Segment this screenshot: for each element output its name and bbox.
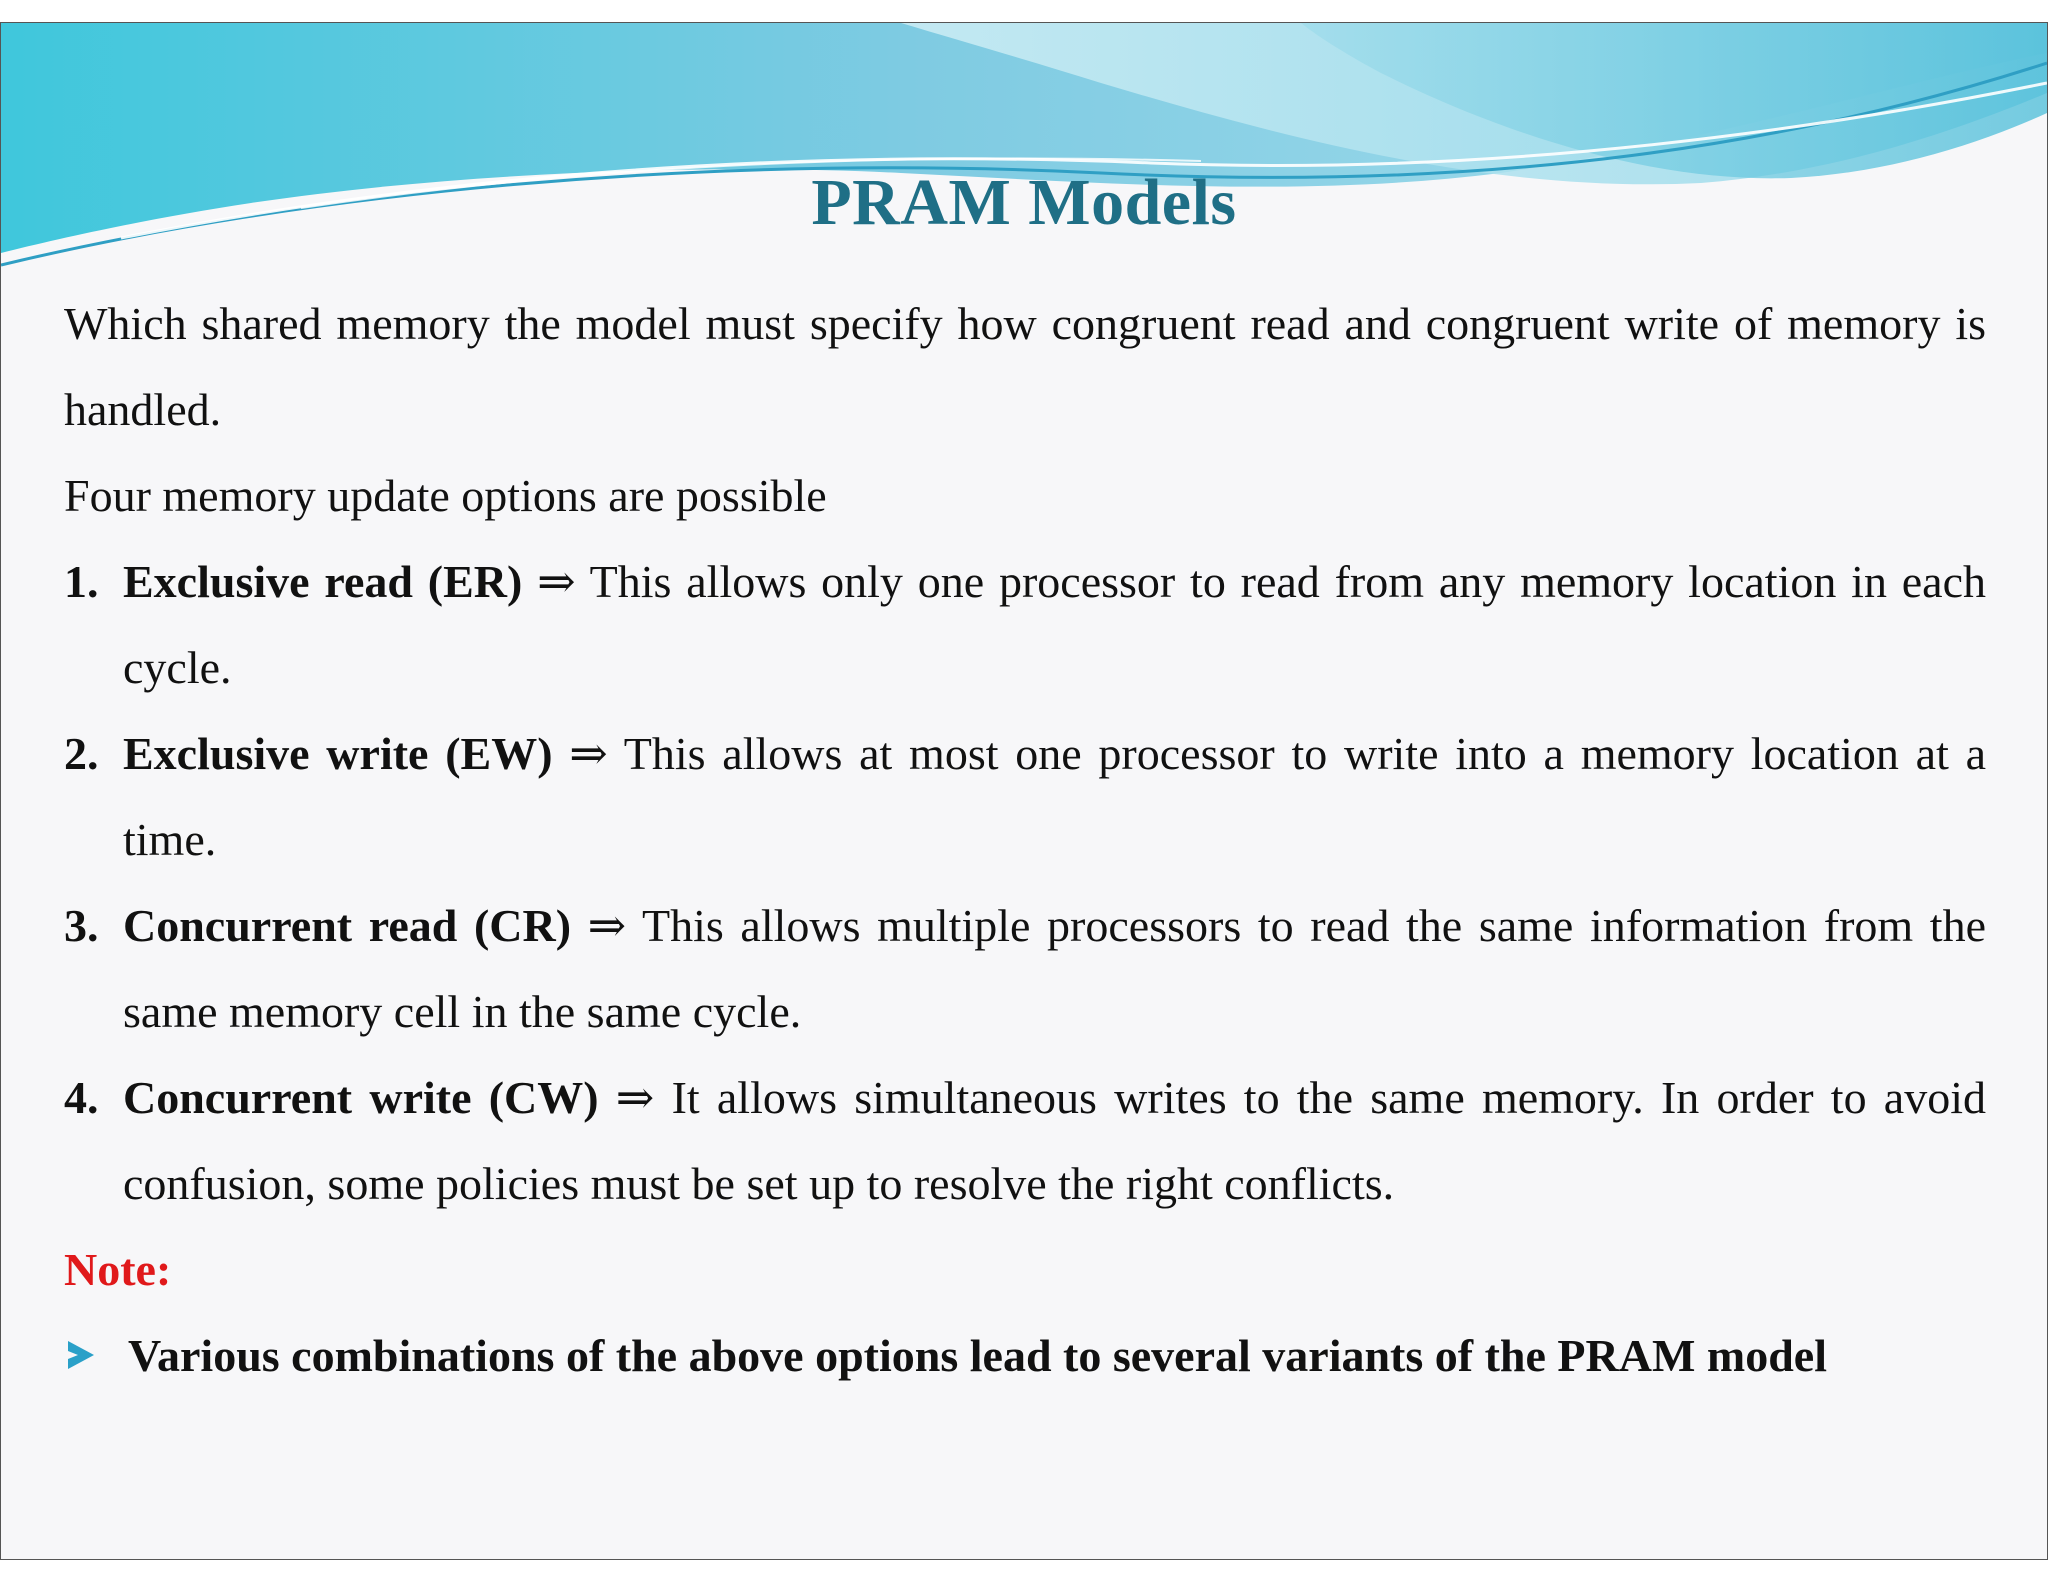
item-description: This allows at most one processor to write into a memory location at a time.	[123, 728, 1987, 865]
item-description: It allows simultaneous writes to the same memory. In order to avoid confusion, some policies must be set up to resolve the right conflicts.	[123, 1072, 1986, 1209]
item-description: This allows only one processor to read from any memory location in each cycle.	[123, 556, 1987, 693]
item-description: This allows multiple processors to read the same information from the same memory cell in the same cycle.	[123, 900, 1987, 1037]
item-number: 2.	[64, 728, 99, 779]
list-item	[64, 1055, 1986, 1227]
item-term: Concurrent write (CW)	[123, 1072, 599, 1123]
item-number: 4.	[64, 1072, 99, 1123]
slide-body	[64, 281, 1986, 1399]
list-item	[64, 883, 1986, 1055]
item-term: Exclusive read (ER)	[123, 556, 523, 607]
intro-paragraph: Which shared memory the model must specify how congruent read and congruent write of memory is handled.	[64, 298, 1986, 435]
implies-arrow: ⇒	[615, 1072, 655, 1123]
item-number: 1.	[64, 556, 99, 607]
item-term: Concurrent read (CR)	[123, 900, 572, 951]
implies-arrow: ⇒	[569, 728, 608, 779]
implies-arrow: ⇒	[537, 556, 576, 607]
item-number: 3.	[64, 900, 99, 951]
note-label: Note:	[64, 1244, 172, 1295]
slide-title: PRAM Models	[811, 166, 1237, 239]
wave-banner-decoration	[1, 23, 2047, 283]
list-item	[64, 539, 1986, 711]
implies-arrow: ⇒	[587, 900, 627, 951]
note-bullet	[64, 1313, 1986, 1399]
item-term: Exclusive write (EW)	[123, 728, 553, 779]
options-lead: Four memory update options are possible	[64, 470, 827, 521]
slide	[0, 22, 2048, 1560]
list-item	[64, 711, 1986, 883]
note-text: Various combinations of the above options lead to several variants of the PRAM model	[128, 1330, 1827, 1381]
arrow-bullet-icon	[68, 1341, 94, 1369]
